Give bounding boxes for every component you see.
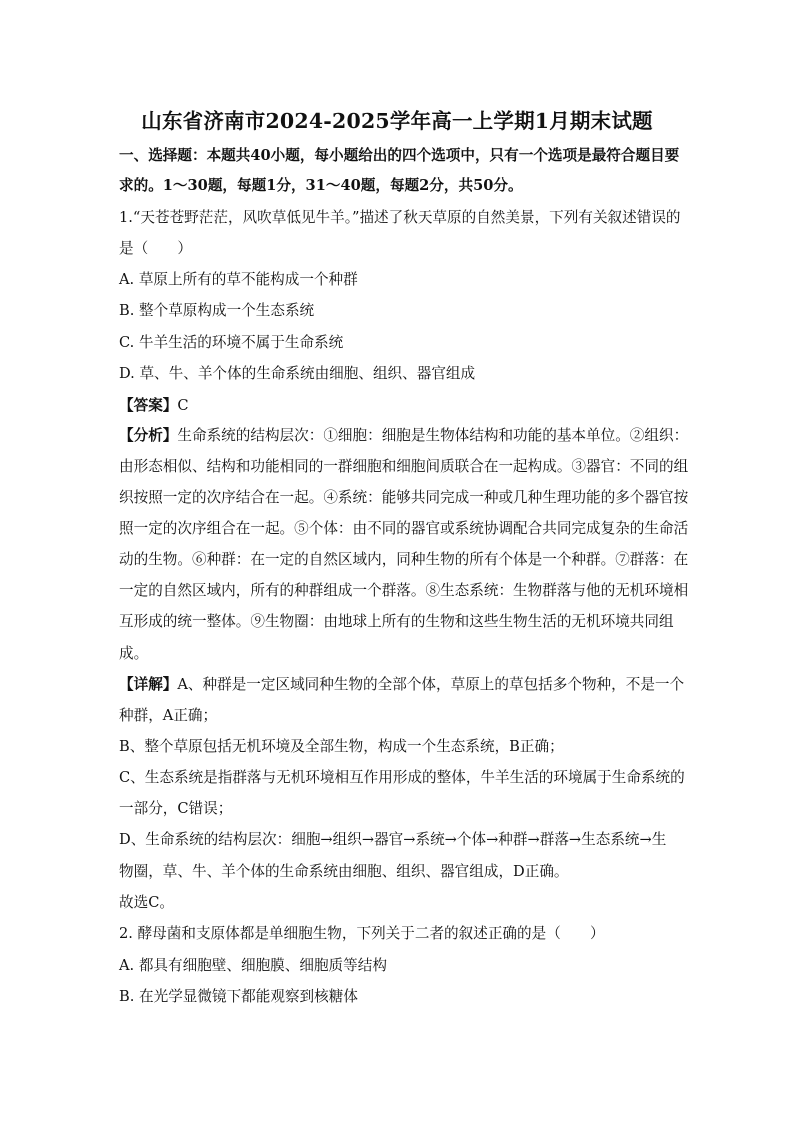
section-instructions-line-1: 一、选择题：本题共40小题，每小题给出的四个选项中，只有一个选项是最符合题目要	[119, 147, 680, 164]
analysis-tag: 【分析】	[119, 427, 178, 444]
question-1-detail-line-2: 种群，A正确；	[119, 707, 218, 724]
question-1-conclusion: 故选C。	[119, 894, 174, 911]
detail-text: A、种群是一定区域同种生物的全部个体，草原上的草包括多个物种，不是一个	[177, 676, 685, 693]
analysis-text: 生命系统的结构层次：①细胞：细胞是生物体结构和功能的基本单位。②组织：	[177, 427, 689, 444]
question-1-analysis-line-3: 织按照一定的次序结合在一起。④系统：能够共同完成一种或几种生理功能的多个器官按	[119, 489, 689, 506]
question-1-analysis-line-5: 动的生物。⑥种群：在一定的自然区域内，同种生物的所有个体是一个种群。⑦群落：在	[119, 551, 689, 568]
question-1-detail-line-7: 物圈，草、牛、羊个体的生命系统由细胞、组织、器官组成，D正确。	[119, 863, 569, 880]
question-1-detail-line-4: C、生态系统是指群落与无机环境相互作用形成的整体，牛羊生活的环境属于生命系统的	[119, 769, 685, 786]
question-1-detail-line-3: B、整个草原包括无机环境及全部生物，构成一个生态系统，B正确；	[119, 738, 564, 755]
question-1-detail-line-5: 一部分，C错误；	[119, 800, 233, 817]
question-1-detail-line-1	[119, 675, 685, 695]
question-1-option-c: C. 牛羊生活的环境不属于生命系统	[119, 334, 344, 351]
question-1-stem-line-1: 1.“天苍苍野茫茫，风吹草低见牛羊。”描述了秋天草原的自然美景，下列有关叙述错误的	[119, 209, 681, 226]
detail-tag: 【详解】	[119, 676, 178, 693]
question-2-option-a: A. 都具有细胞壁、细胞膜、细胞质等结构	[119, 957, 387, 974]
question-2-option-b: B. 在光学显微镜下都能观察到核糖体	[119, 988, 358, 1005]
question-1-analysis-line-8: 成。	[119, 645, 149, 662]
section-instructions-line-2: 求的。1～30题，每题1分，31～40题，每题2分，共50分。	[119, 177, 523, 194]
answer-value: C	[177, 397, 189, 414]
question-2-stem: 2. 酵母菌和支原体都是单细胞生物，下列关于二者的叙述正确的是（ ）	[119, 925, 605, 942]
question-1-analysis-line-6: 一定的自然区域内，所有的种群组成一个群落。⑧生态系统：生物群落与他的无机环境相	[119, 582, 689, 599]
question-1-analysis-line-4: 照一定的次序组合在一起。⑤个体：由不同的器官或系统协调配合共同完成复杂的生命活	[119, 520, 689, 537]
question-1-option-b: B. 整个草原构成一个生态系统	[119, 302, 315, 319]
question-1-answer	[119, 396, 679, 416]
question-1-analysis-line-2: 由形态相似、结构和功能相同的一群细胞和细胞间质联合在一起构成。③器官：不同的组	[119, 458, 689, 475]
question-1-option-a: A. 草原上所有的草不能构成一个种群	[119, 271, 358, 288]
question-1-option-d: D. 草、牛、羊个体的生命系统由细胞、组织、器官组成	[119, 365, 476, 382]
page-title: 山东省济南市2024-2025学年高一上学期1月期末试题	[141, 109, 653, 133]
answer-tag: 【答案】	[119, 397, 178, 414]
question-1-stem-line-2: 是（ ）	[119, 240, 192, 257]
question-1-detail-line-6: D、生命系统的结构层次：细胞→组织→器官→系统→个体→种群→群落→生态系统→生	[119, 831, 667, 848]
question-1-analysis-line-1	[119, 426, 689, 446]
question-1-analysis-line-7: 互形成的统一整体。⑨生物圈：由地球上所有的生物和这些生物生活的无机环境共同组	[119, 613, 674, 630]
